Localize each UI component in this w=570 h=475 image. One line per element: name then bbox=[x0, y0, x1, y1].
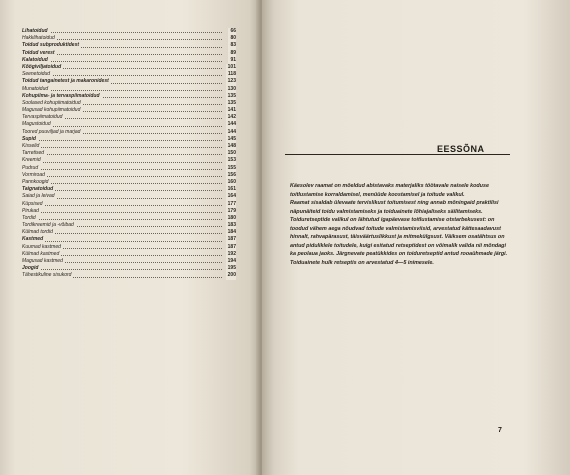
toc-leader-dots bbox=[22, 162, 222, 163]
toc-entry-page: 194 bbox=[227, 258, 236, 264]
toc-entry bbox=[22, 71, 236, 78]
toc-entry-page: 141 bbox=[227, 107, 236, 114]
toc-entry-page: 66 bbox=[230, 28, 236, 34]
foreword-paragraph: Raamat sisaldab ülevaate tervislikust toitumisest ning annab mõningaid praktilisi näpunäiteid toidu valmistamiseks ja toiduainete lõhiajaliseks säilitamiseks. bbox=[290, 200, 499, 215]
toc-entry bbox=[22, 251, 236, 258]
toc-entry-page: 180 bbox=[227, 214, 236, 221]
foreword-heading: EESSÕNA bbox=[437, 144, 485, 154]
toc-entry bbox=[22, 86, 236, 93]
toc-entry-title: Toored puuviljad ja marjad bbox=[22, 128, 81, 135]
toc-entry bbox=[22, 64, 236, 71]
toc-entry bbox=[22, 143, 236, 150]
toc-leader-dots bbox=[22, 183, 222, 184]
toc-entry bbox=[22, 201, 236, 208]
toc-entry-page: 192 bbox=[227, 250, 236, 257]
toc-leader-dots bbox=[22, 147, 222, 148]
toc-entry bbox=[22, 193, 236, 200]
heading-rule bbox=[285, 154, 510, 155]
toc-entry bbox=[22, 229, 236, 236]
toc-entry-page: 123 bbox=[227, 78, 236, 85]
toc-entry bbox=[22, 236, 236, 243]
toc-entry-title: Saiad ja leivad bbox=[22, 193, 55, 200]
toc-entry bbox=[22, 129, 236, 136]
toc-entry-title: Kreemid bbox=[22, 157, 41, 164]
toc-entry-title: Hakklihatoidud bbox=[22, 35, 55, 42]
toc-entry-title: Taignatoidud bbox=[22, 186, 54, 193]
toc-entry-page: 101 bbox=[227, 63, 236, 70]
toc-entry-title: Kalatoidud bbox=[22, 56, 48, 63]
toc-entry-page: 187 bbox=[227, 236, 236, 243]
toc-leader-dots bbox=[22, 169, 222, 170]
toc-leader-dots bbox=[22, 154, 222, 155]
toc-entry-title: Magusad kohupiimatoidud bbox=[22, 107, 81, 114]
toc-entry-page: 187 bbox=[227, 243, 236, 250]
toc-entry bbox=[22, 165, 236, 172]
toc-entry-page: 118 bbox=[227, 71, 236, 78]
toc-leader-dots bbox=[22, 32, 222, 33]
toc-leader-dots bbox=[22, 219, 222, 220]
toc-entry-page: 89 bbox=[230, 49, 236, 56]
toc-leader-dots bbox=[22, 140, 222, 141]
toc-entry bbox=[22, 28, 236, 35]
toc-entry-title: Lihatoidud bbox=[22, 28, 48, 34]
toc-entry bbox=[22, 78, 236, 85]
toc-leader-dots bbox=[22, 90, 222, 91]
toc-entry-title: Küpsised bbox=[22, 200, 43, 207]
toc-entry-page: 200 bbox=[227, 272, 236, 279]
toc-entry-page: 144 bbox=[227, 128, 236, 135]
toc-leader-dots bbox=[22, 212, 222, 213]
toc-entry-title: Tordid bbox=[22, 214, 36, 221]
toc-entry-page: 195 bbox=[227, 265, 236, 272]
toc-entry-title: Munatoidud bbox=[22, 85, 49, 92]
toc-entry-page: 150 bbox=[227, 150, 236, 157]
foreword-paragraph: Toiduretseptide valikul on lähtutud igapäevase toitlustamise otstarbekusest: on toodud vähem aega nõudvad toitude valmistamisviisid, arvestatud kättesaadavust hinnalt, rahvapärasust, täisväärtuslikkust ja mitmekülgsust. Väiksem osatähtsus on antud piduliklele toitudele, kuigi esitatud retseptidest on võimalik valida nii mõndagi ka peolaua jaoks. Järgnevate peatükkides on toiduretseptid antud rooaühmade järgi. Toiduainete hulk retseptis on arvestatud 4—5 inimesele. bbox=[290, 217, 508, 266]
toc-entry bbox=[22, 222, 236, 229]
toc-entry-page: 148 bbox=[227, 143, 236, 149]
toc-leader-dots bbox=[22, 241, 222, 242]
toc-entry bbox=[22, 121, 236, 128]
toc-entry-title: Supid bbox=[22, 135, 36, 142]
toc-entry-page: 161 bbox=[227, 186, 236, 193]
toc-entry bbox=[22, 93, 236, 100]
toc-entry-title: Külmad tordid bbox=[22, 229, 53, 236]
toc-entry-title: Kõögiviljatoidud bbox=[22, 63, 62, 70]
toc-entry bbox=[22, 114, 236, 121]
toc-entry bbox=[22, 157, 236, 164]
toc-entry-page: 156 bbox=[227, 171, 236, 178]
toc-entry-title: Magusad kastmed bbox=[22, 258, 63, 264]
toc-entry-title: Tervaspiimatoidud bbox=[22, 114, 63, 121]
toc-entry-title: Pannkoogid bbox=[22, 178, 49, 185]
toc-entry bbox=[22, 179, 236, 186]
toc-entry-title: Toidud verest bbox=[22, 49, 55, 56]
toc-entry bbox=[22, 42, 236, 49]
toc-entry-title: Vormiroad bbox=[22, 171, 45, 178]
toc-entry-page: 153 bbox=[227, 157, 236, 164]
toc-entry bbox=[22, 258, 236, 265]
toc-entry-title: Tarretised bbox=[22, 150, 45, 157]
left-page bbox=[0, 0, 260, 475]
toc-entry bbox=[22, 100, 236, 107]
toc-entry bbox=[22, 107, 236, 114]
toc-entry-title: Joogid bbox=[22, 265, 39, 272]
toc-entry-page: 144 bbox=[227, 121, 236, 128]
toc-entry-title: Tähestikuline sisukord bbox=[22, 272, 72, 279]
toc-leader-dots bbox=[22, 269, 222, 270]
toc-entry bbox=[22, 186, 236, 193]
toc-entry-page: 91 bbox=[230, 56, 236, 63]
toc-entry-title: Kohupiima- ja tervaspiimatoidud bbox=[22, 92, 100, 99]
toc-entry-page: 183 bbox=[227, 222, 236, 229]
table-of-contents bbox=[22, 28, 236, 280]
toc-entry-title: Soolased kohupiimatoidud bbox=[22, 99, 81, 106]
toc-entry bbox=[22, 244, 236, 251]
toc-entry bbox=[22, 172, 236, 179]
toc-entry-title: Tordikreemid ja -võibad bbox=[22, 222, 74, 229]
toc-entry bbox=[22, 136, 236, 143]
toc-entry-title: Kisselid bbox=[22, 143, 40, 149]
toc-entry-title: Pudrud bbox=[22, 164, 39, 171]
toc-entry bbox=[22, 150, 236, 157]
toc-entry-page: 135 bbox=[227, 92, 236, 99]
toc-entry bbox=[22, 272, 236, 279]
toc-entry bbox=[22, 57, 236, 64]
toc-entry bbox=[22, 208, 236, 215]
toc-leader-dots bbox=[22, 61, 222, 62]
toc-entry bbox=[22, 50, 236, 57]
toc-leader-dots bbox=[22, 176, 222, 177]
toc-entry-title: Seenetoidud bbox=[22, 71, 51, 78]
toc-entry bbox=[22, 215, 236, 222]
foreword-paragraph: Käesolev raamat on mõeldud abistavaks materjaliks töötavale naisele koduse toitlustamise korraldamisel, menüüde koostamisel ja toitude valikul. bbox=[290, 183, 489, 198]
toc-entry-title: Toidud subproduktidest bbox=[22, 42, 80, 49]
toc-entry-title: Toidud tangainetest ja makaronidest bbox=[22, 78, 109, 85]
toc-entry-title: Magustoidud bbox=[22, 121, 51, 128]
toc-entry-title: Kastmed bbox=[22, 236, 44, 243]
toc-entry-title: Külmad kastmed bbox=[22, 250, 60, 257]
toc-entry-page: 83 bbox=[230, 42, 236, 49]
toc-entry-page: 177 bbox=[227, 200, 236, 207]
toc-entry-page: 179 bbox=[227, 207, 236, 214]
toc-entry-page: 145 bbox=[227, 135, 236, 142]
toc-entry-page: 164 bbox=[227, 193, 236, 200]
foreword-body bbox=[290, 182, 512, 267]
toc-entry-page: 160 bbox=[227, 178, 236, 185]
toc-entry-page: 184 bbox=[227, 229, 236, 236]
toc-entry-page: 130 bbox=[227, 85, 236, 92]
toc-leader-dots bbox=[22, 205, 222, 206]
toc-entry bbox=[22, 35, 236, 42]
toc-entry-page: 80 bbox=[230, 35, 236, 42]
toc-entry-page: 155 bbox=[227, 164, 236, 171]
toc-entry-page: 142 bbox=[227, 114, 236, 121]
toc-entry-title: Kuumad kastmed bbox=[22, 243, 61, 250]
toc-entry-title: Pirukad bbox=[22, 207, 39, 214]
page-number: 7 bbox=[498, 427, 502, 434]
toc-entry bbox=[22, 265, 236, 272]
toc-entry-page: 135 bbox=[227, 99, 236, 106]
